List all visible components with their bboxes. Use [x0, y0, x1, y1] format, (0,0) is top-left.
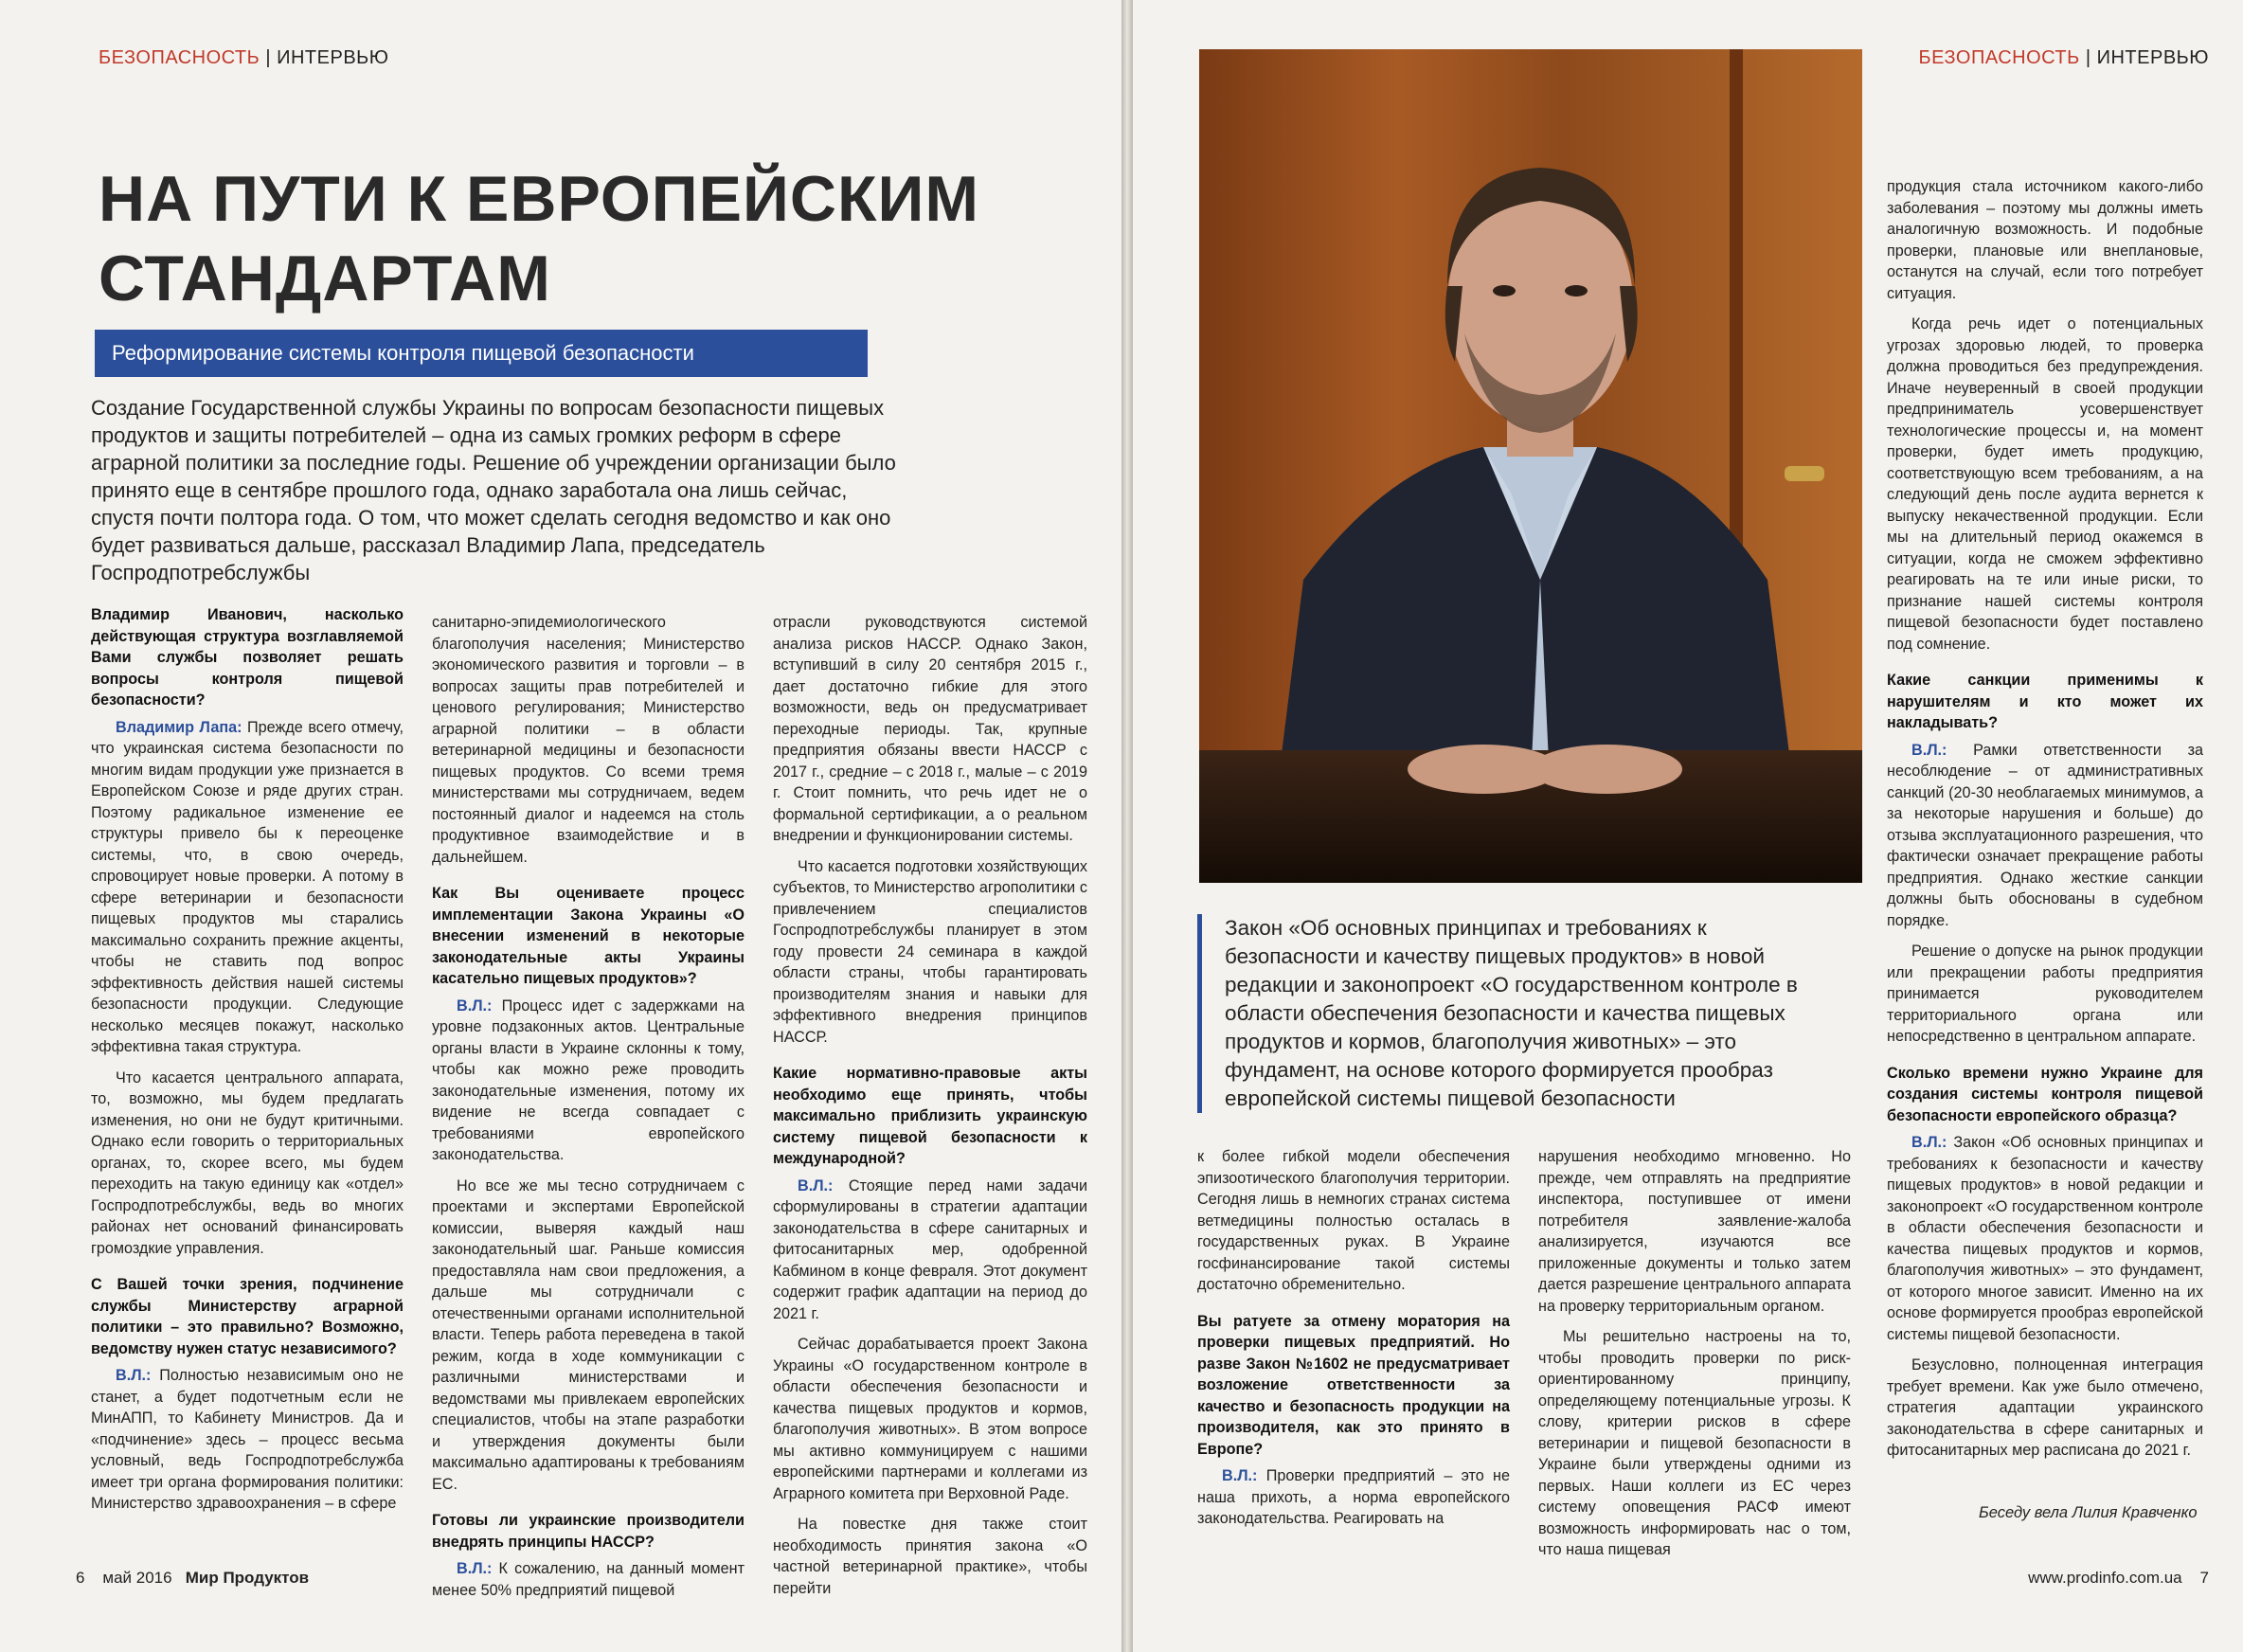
article-title [99, 159, 1065, 318]
speaker-label: В.Л.: [116, 1367, 152, 1384]
page-number: 7 [2199, 1569, 2209, 1587]
speaker-label: В.Л.: [1911, 741, 1947, 759]
subtitle-bar: Реформирование системы контроля пищевой безопасности [95, 330, 868, 377]
magazine-name: Мир Продуктов [185, 1569, 310, 1587]
right-page [1133, 0, 2243, 1652]
issue-date: май 2016 [102, 1569, 172, 1587]
paragraph: Что касается центрального аппарата, то, возможно, мы будем предлагать изменения, но они не будут критичными. Однако если говорить о территориальных органах, то, скорее всего, мы будем переходить на такую единицу как «отдел» Госпродпотребслужбы, ведь во многих районах нет оснований финансировать громоздкие управления. [91, 1068, 404, 1257]
answer: В.Л.: Рамки ответственности за несоблюдение – от административных санкций (20-30 необлагаемых минимумов, а за некоторые нарушения и больше) до отзыва эксплуатационного разрешения, что фактически означает прекращение работы предприятия. Однако жесткие санкции должны быть обоснованы в судебном порядке. [1887, 741, 2203, 929]
paragraph: Что касается подготовки хозяйствующих субъектов, то Министерство агрополитики с привлечением специалистов Госпродпотребслужбы планирует в этом году провести 24 семинара в каждой области страны, чтобы гарантировать производителям знания и навыки для эффективного внедрения принципов НАССР. [773, 857, 1087, 1046]
paragraph: санитарно-эпидемиологического благополучия населения; Министерство экономического развития и торговли – в вопросах защиты прав потребителей и ценового регулирования; Министерство аграрной политики – в области ветеринарной медицины и безопасности пищевых продуктов. Со всеми тремя министерствами мы сотрудничаем, ведем постоянный диалог и надеемся на столь продуктивное взаимодействие и в дальнейшем. [432, 614, 745, 866]
speaker-label: Владимир Лапа: [116, 718, 242, 736]
question: Вы ратуете за отмену моратория на проверки пищевых предприятий. Но разве Закон №1602 не предусматривает возложение ответственности за качество и безопасность продукции на производителя, как это принято в Европе? [1197, 1312, 1510, 1458]
speaker-label: В.Л.: [1222, 1467, 1258, 1484]
text-column-6 [1887, 176, 2203, 1471]
question: Владимир Иванович, насколько действующая структура возглавляемой Вами службы позволяет решать вопросы контроля пищевой безопасности? [91, 606, 404, 709]
paragraph: Безусловно, полноценная интеграция требует времени. Как уже было отмечено, стратегия адаптации украинского законодательства в сфере санитарных и фитосанитарных мер расписана до 2021 г. [1887, 1356, 2203, 1459]
lead-paragraph: Создание Государственной службы Украины по вопросам безопасности пищевых продуктов и защиты потребителей – одна из самых громких реформ в сфере аграрной политики за последние годы. Решение об учреждении организации было принято еще в сентябре прошлого года, однако заработала она лишь сейчас, спустя почти полтора года. О том, что может сделать сегодня ведомство и как оно будет развиваться дальше, рассказал Владимир Лапа, председатель Госпродпотребслужбы [91, 396, 896, 584]
page-number: 6 [76, 1569, 85, 1587]
question: Какие нормативно-правовые акты необходимо еще принять, чтобы максимально приблизить украинскую систему пищевой безопасности к международной? [773, 1065, 1087, 1167]
answer: В.Л.: Полностью независимым оно не станет, а будет подотчетным если не МинАПП, то Кабинету Министров. Да и «подчинение» здесь – процесс весьма условный, ведь Госпродпотребслужба имеет три органа формирования политики: Министерство здравоохранения – в сфере [91, 1367, 404, 1512]
paragraph: отрасли руководствуются системой анализа рисков НАССР. Однако Закон, вступивший в силу 20 сентября 2015 г., дает достаточно гибкие для этого возможности, ведь он предусматривает переходные периоды. Так, крупные предприятия обязаны ввести НАССР с 2017 г., средние – с 2018 г., малые – с 2019 г. Стоит помнить, что речь идет не о формальной сертификации, а о реальном внедрении и функционировании системы. [773, 614, 1087, 844]
paragraph: Когда речь идет о потенциальных угрозах здоровью людей, то проверка должна проводиться без предупреждения. Иначе неуверенный в своей продукции предприниматель усовершенствует технологические процессы и, на момент проверки, будет иметь продукцию, соответствующую всем требованиям, а на следующий день после аудита вернется к выпуску некачественной продукции. Если мы на длительный период окажемся в ситуации, когда не сможем эффективно реагировать на те или иные риски, то признание нашей системы контроля пищевой безопасности будет поставлено под сомнение. [1887, 315, 2203, 653]
title-line-1: НА ПУТИ К ЕВРОПЕЙСКИМ [99, 163, 980, 235]
speaker-label: В.Л.: [1911, 1134, 1947, 1151]
paragraph: Но все же мы тесно сотрудничаем с проектами и экспертами Европейской комиссии, выверяя каждый наш законодательный шаг. Раньше комиссия предоставляла нам свои предложения, а дальше мы сотрудничали с отечественными органами исполнительной власти. Теперь работа переведена в такой режим, когда в ходе коммуникации с различными министерствами и ведомствами мы привлекаем европейских специалистов, чтобы на этапе разработки и утверждения документы были максимально адаптированы к требованиям ЕС. [432, 1176, 745, 1493]
question: Как Вы оцениваете процесс имплементации Закона Украины «О внесении изменений в некоторые законодательные акты Украины касательно пищевых продуктов»? [432, 885, 745, 987]
page-footer [76, 1569, 309, 1588]
answer: В.Л.: Стоящие перед нами задачи сформулированы в стратегии адаптации законодательства в сфере санитарных и фитосанитарных мер, одобренной Кабмином в конце февраля. Этот документ содержит график адаптации на период до 2021 г. [773, 1176, 1087, 1322]
pull-quote: Закон «Об основных принципах и требованиях к безопасности и качеству пищевых продуктов» в новой редакции и законопроект «О государственном контроле в области обеспечения безопасности и качества пищевых продуктов и кормов, благополучия животных» – это фундамент, на основе которого формируется прообраз европейской системы пищевой безопасности [1197, 914, 1831, 1113]
question: Какие санкции применимы к нарушителям и кто может их накладывать? [1887, 672, 2203, 731]
paragraph: Решение о допуске на рынок продукции или прекращении работы предприятия принимается руководителем территориального органа или непосредственно в центральном аппарате. [1887, 943, 2203, 1045]
section-header [1919, 47, 2210, 69]
header-separator: | [265, 47, 272, 68]
answer: Владимир Лапа: Прежде всего отмечу, что украинская система безопасности по многим видам продукции уже признается в Европейском Союзе и ряде других стран. Поэтому радикальное изменение ее структуры привело бы к переоценке системы, что, в свою очередь, спровоцирует новые проверки. А потому в сфере ветеринарии и безопасности пищевых продуктов мы старались максимально сохранить прежние акценты, чтобы не ставить под вопрос эффективность действия нашей системы безопасности продукции. Следующие несколько месяцев покажут, насколько эффективна такая структура. [91, 718, 404, 1055]
paragraph: нарушения необходимо мгновенно. Но прежде, чем отправлять на предприятие инспектора, поступившее от имени потребителя заявление-жалоба анализируется, изучаются все приложенные документы и только затем дается разрешение центрального аппарата на проверку территориальным органом. [1538, 1148, 1851, 1315]
paragraph: Сейчас дорабатывается проект Закона Украины «О государственном контроле в области обеспечения безопасности и качества пищевых продуктов и кормов, благополучия животных». В этом вопросе мы активно коммуницируем с нашими европейскими партнерами и коллегами из Аграрного комитета при Верховной Раде. [773, 1336, 1087, 1502]
speaker-label: В.Л.: [798, 1176, 834, 1194]
answer: В.Л.: Процесс идет с задержками на уровне подзаконных актов. Центральные органы власти в Украине склонны к тому, чтобы как можно реже проводить законодательные изменения, потому их видение не всегда совпадает с требованиями европейского законодательства. [432, 997, 745, 1163]
rubric-label: ИНТЕРВЬЮ [2096, 47, 2209, 68]
paragraph: к более гибкой модели обеспечения эпизоотического благополучия территории. Сегодня лишь в немногих странах система ветмедицины полностью осталась в государственных руках. В Украине госфинансирование такой системы достаточно обременительно. [1197, 1148, 1510, 1293]
website-link[interactable]: www.prodinfo.com.ua [2028, 1569, 2182, 1587]
portrait-illustration [1199, 49, 1862, 883]
byline: Беседу вела Лилия Кравченко [1979, 1504, 2198, 1521]
rubric-label: ИНТЕРВЬЮ [277, 47, 389, 68]
answer: В.Л.: Проверки предприятий – это не наша прихоть, а норма европейского законодательства. Реагировать на [1197, 1467, 1510, 1527]
answer: В.Л.: Закон «Об основных принципах и требованиях к безопасности и качеству пищевых продуктов» в новой редакции и законопроект «О государственном контроле в области обеспечения безопасности и качества пищевых продуктов и кормов, благополучия животных» – это фундамент, от которого многое зависит. Именно на их основе формируется прообраз европейской системы пищевой безопасности. [1887, 1134, 2203, 1343]
portrait-photo [1199, 49, 1862, 883]
page-gutter [1122, 0, 1133, 1652]
speaker-label: В.Л.: [457, 1560, 493, 1577]
question: Готовы ли украинские производители внедрять принципы НАССР? [432, 1512, 745, 1551]
question: Сколько времени нужно Украине для создания системы контроля пищевой безопасности европейского образца? [1887, 1064, 2203, 1124]
text-column-5 [1538, 1146, 1851, 1571]
section-label: БЕЗОПАСНОСТЬ [1918, 47, 2080, 68]
page-footer [2028, 1569, 2209, 1588]
answer: В.Л.: К сожалению, на данный момент менее 50% предприятий пищевой [432, 1560, 745, 1599]
text-column-3 [773, 612, 1087, 1608]
question: С Вашей точки зрения, подчинение службы Министерству аграрной политики – это правильно? Возможно, ведомству нужен статус независимого? [91, 1276, 404, 1357]
paragraph: На повестке дня также стоит необходимость принятия закона «О частной ветеринарной практике», чтобы перейти [773, 1516, 1087, 1597]
text-column-1 [91, 599, 404, 1524]
section-header [99, 47, 389, 69]
paragraph: продукция стала источником какого-либо заболевания – поэтому мы должны иметь аналогичную возможность. И подобные проверки, плановые или внеплановые, останутся на случай, если того потребует ситуация. [1887, 178, 2203, 302]
speaker-label: В.Л.: [457, 997, 493, 1015]
section-label: БЕЗОПАСНОСТЬ [99, 47, 260, 68]
header-separator: | [2085, 47, 2091, 68]
text-column-4 [1197, 1146, 1510, 1539]
text-column-2 [432, 612, 745, 1610]
title-line-2: СТАНДАРТАМ [99, 242, 551, 314]
paragraph: Мы решительно настроены на то, чтобы проводить проверки по риск-ориентированному принципу, определяющему потенциальные угрозы. К слову, критерии рисков в сфере ветеринарии и пищевой безопасности в Украине были утверждены одними из первых. Наши коллеги из ЕС через систему оповещения РАСФ имеют возможность информировать нас о том, что наша пищевая [1538, 1328, 1851, 1558]
